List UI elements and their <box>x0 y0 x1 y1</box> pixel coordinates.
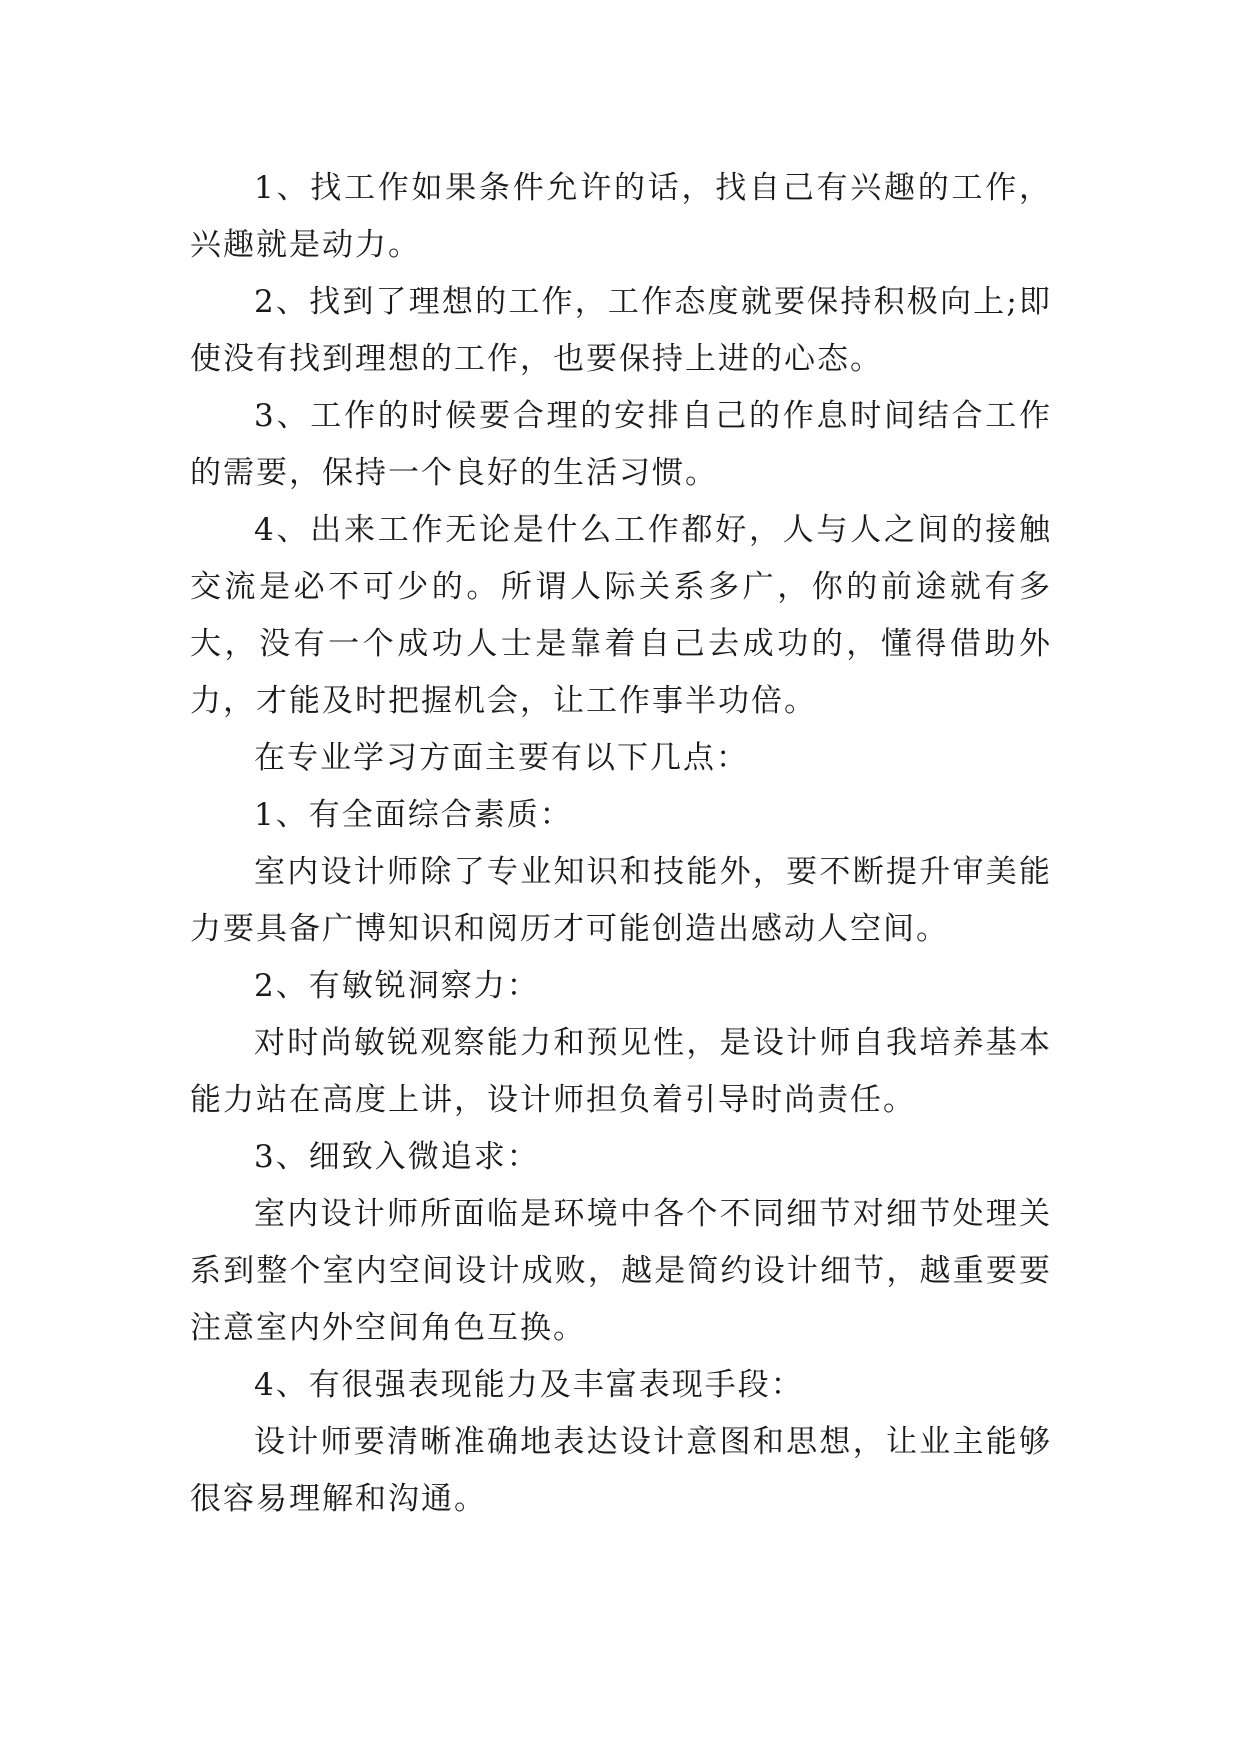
document-body <box>190 160 1052 1528</box>
section-heading-professional-study: 在专业学习方面主要有以下几点： <box>254 740 749 776</box>
point-3-body: 室内设计师所面临是环境中各个不同细节对细节处理关系到整个室内空间设计成败，越是简约设计细节，越重要要注意室内外空间角色互换。 <box>190 1196 1052 1346</box>
point-1-heading: 1、有全面综合素质： <box>254 797 573 833</box>
point-4-heading: 4、有很强表现能力及丰富表现手段： <box>254 1367 804 1403</box>
point-2-heading: 2、有敏锐洞察力： <box>254 968 540 1004</box>
paragraph-4: 4、出来工作无论是什么工作都好，人与人之间的接触交流是必不可少的。所谓人际关系多广，你的前途就有多大，没有一个成功人士是靠着自己去成功的，懂得借助外力，才能及时把握机会，让工作事半功倍。 <box>190 512 1052 719</box>
point-3-heading: 3、细致入微追求： <box>254 1139 540 1175</box>
paragraph-3: 3、工作的时候要合理的安排自己的作息时间结合工作的需要，保持一个良好的生活习惯。 <box>190 398 1052 491</box>
point-1-body: 室内设计师除了专业知识和技能外，要不断提升审美能力要具备广博知识和阅历才可能创造出感动人空间。 <box>190 854 1052 947</box>
paragraph-1: 1、找工作如果条件允许的话，找自己有兴趣的工作，兴趣就是动力。 <box>190 170 1052 263</box>
point-4-body: 设计师要清晰准确地表达设计意图和思想，让业主能够很容易理解和沟通。 <box>190 1424 1052 1517</box>
paragraph-2: 2、找到了理想的工作，工作态度就要保持积极向上;即使没有找到理想的工作，也要保持上进的心态。 <box>190 284 1052 377</box>
point-2-body: 对时尚敏锐观察能力和预见性，是设计师自我培养基本能力站在高度上讲，设计师担负着引导时尚责任。 <box>190 1025 1052 1118</box>
